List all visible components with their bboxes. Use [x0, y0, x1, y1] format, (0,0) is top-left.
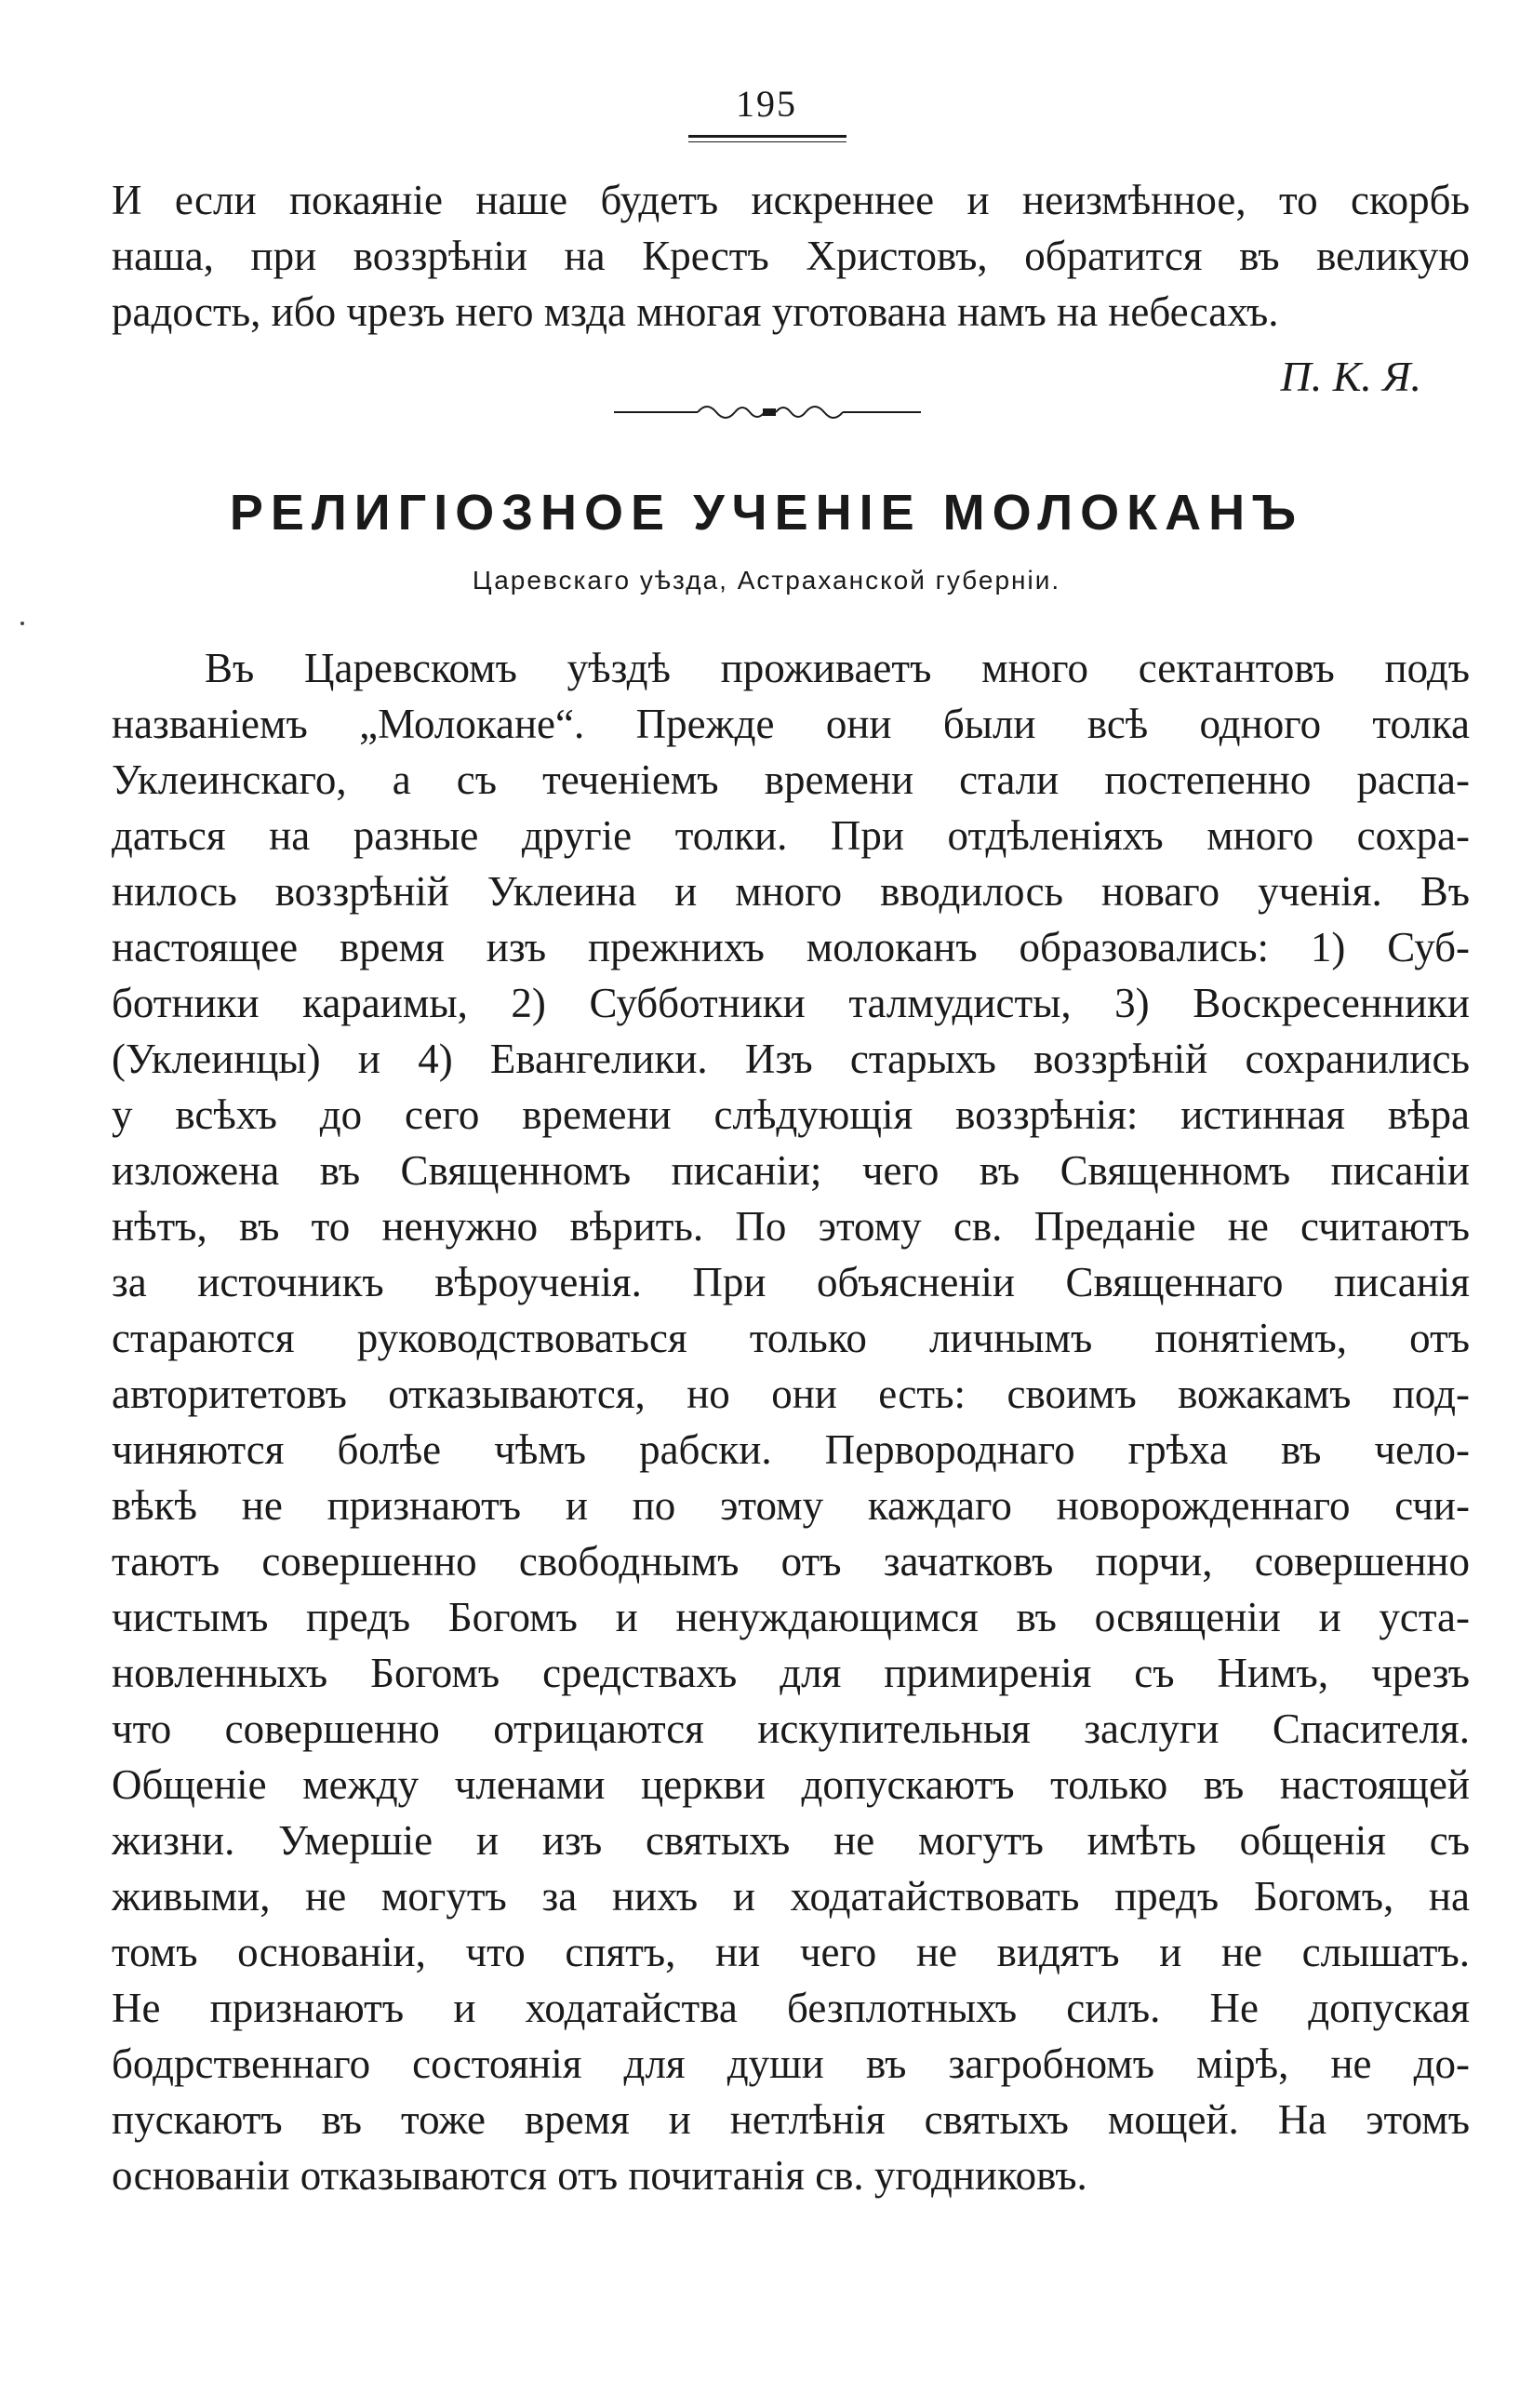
margin-mark: [20, 622, 24, 625]
article-line: живыми, не могутъ за нихъ и ходатайствовать предъ Богомъ, на: [112, 1873, 1470, 1920]
ornament-divider: [614, 398, 921, 426]
page-number-rule-thin: [688, 141, 846, 142]
article-body: [112, 640, 1470, 2203]
article-line: нилось воззрѣній Уклеина и много вводилось новаго ученія. Въ: [112, 868, 1470, 915]
article-line: Въ Царевскомъ уѣздѣ проживаетъ много сектантовъ подъ: [205, 645, 1470, 691]
intro-line: И если покаяніе наше будетъ искреннее и неизмѣнное, то скорбь: [112, 177, 1470, 223]
article-line: настоящее время изъ прежнихъ молоканъ образовались: 1) Суб-: [112, 924, 1470, 970]
article-line: Уклеинскаго, а съ теченіемъ времени стали постепенно распа-: [112, 756, 1470, 803]
article-line: Не признаютъ и ходатайства безплотныхъ силъ. Не допуская: [112, 1985, 1470, 2031]
article-line: таютъ совершенно свободнымъ отъ зачатковъ порчи, совершенно: [112, 1538, 1470, 1585]
article-line: даться на разные другіе толки. При отдѣленіяхъ много сохра-: [112, 812, 1470, 859]
article-line: чистымъ предъ Богомъ и ненуждающимся въ освященіи и уста-: [112, 1594, 1470, 1640]
intro-line: радость, ибо чрезъ него мзда многая уготована намъ на небесахъ.: [112, 288, 1279, 335]
article-line: за источникъ вѣроученія. При объясненіи Священнаго писанія: [112, 1259, 1470, 1305]
page-number-rule: [688, 135, 846, 138]
article-line: (Уклеинцы) и 4) Евангелики. Изъ старыхъ воззрѣній сохранились: [112, 1036, 1470, 1082]
article-line: основаніи отказываются отъ почитанія св. угодниковъ.: [112, 2152, 1087, 2199]
article-line: ботники караимы, 2) Субботники талмудисты, 3) Воскресенники: [112, 980, 1470, 1026]
article-line: новленныхъ Богомъ средствахъ для примиренія съ Нимъ, чрезъ: [112, 1650, 1470, 1696]
article-line: томъ основаніи, что спятъ, ни чего не видятъ и не слышатъ.: [112, 1929, 1470, 1975]
article-line: жизни. Умершіе и изъ святыхъ не могутъ имѣть общенія съ: [112, 1817, 1470, 1864]
page-number: 195: [736, 83, 797, 125]
article-line: что совершенно отрицаются искупительныя заслуги Спасителя.: [112, 1706, 1470, 1752]
article-line: изложена въ Священномъ писаніи; чего въ Священномъ писаніи: [112, 1147, 1470, 1194]
article-line: авторитетовъ отказываются, но они есть: своимъ вожакамъ под-: [112, 1371, 1470, 1417]
article-line: стараются руководствоваться только личнымъ понятіемъ, отъ: [112, 1315, 1470, 1361]
article-line: бодрственнаго состоянія для души въ загробномъ мірѣ, не до-: [112, 2040, 1470, 2087]
signature: П. К. Я.: [1280, 353, 1421, 400]
article-line: Общеніе между членами церкви допускаютъ только въ настоящей: [112, 1761, 1470, 1808]
article-line: вѣкѣ не признаютъ и по этому каждаго новорожденнаго счи-: [112, 1482, 1470, 1529]
article-title: РЕЛИГІОЗНОЕ УЧЕНІЕ МОЛОКАНЪ: [229, 485, 1304, 541]
article-line: названіемъ „Молокане“. Прежде они были всѣ одного толка: [112, 701, 1470, 747]
article-line: чиняются болѣе чѣмъ рабски. Первороднаго грѣха въ чело-: [112, 1426, 1470, 1473]
article-line: пускаютъ въ тоже время и нетлѣнія святыхъ мощей. На этомъ: [112, 2096, 1470, 2143]
article-subtitle: Царевскаго уѣзда, Астраханской губерніи.: [472, 566, 1061, 595]
article-line: у всѣхъ до сего времени слѣдующія воззрѣнія: истинная вѣра: [112, 1091, 1470, 1138]
intro-line: наша, при воззрѣніи на Крестъ Христовъ, обратится въ великую: [112, 233, 1470, 279]
article-line: нѣтъ, въ то ненужно вѣрить. По этому св. Преданіе не считаютъ: [112, 1203, 1470, 1250]
intro-paragraph: [112, 172, 1470, 340]
